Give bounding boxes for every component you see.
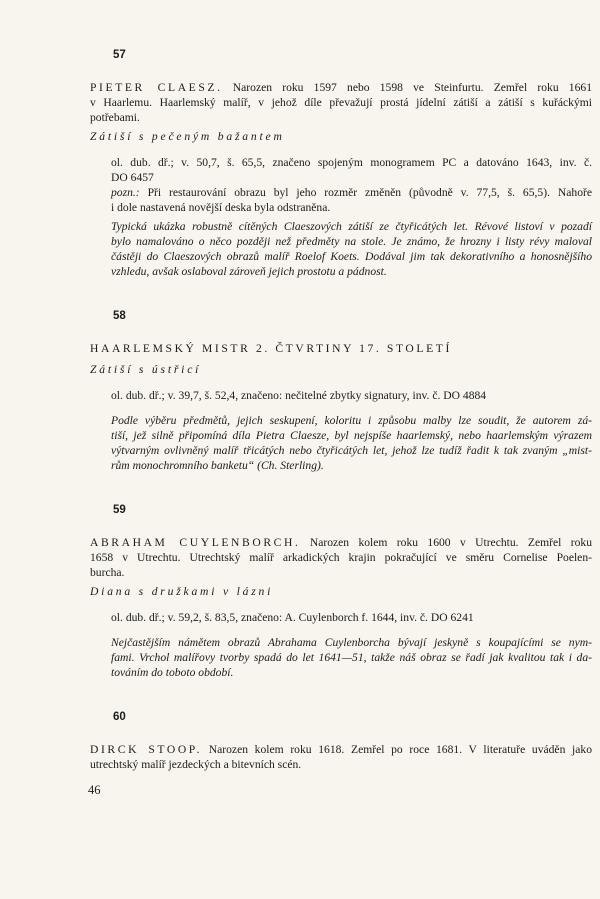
artwork-title: Zátiší s pečeným bažantem: [90, 130, 285, 143]
commentary: Typická ukázka robustně cítěných Claeszových zátiší ze čtyřicátých let. Révové listoví v pozadí bylo namalováno o něco později než předměty na stole. Je známo, že hrozny i listy révy maloval částěji do Claeszových obrazů malíř Roelof Koets. Dodával jim tak dekorativního a honosnějšího vzhledu, avšak oslaboval zároveň jejich prostotu a pádnost.: [111, 220, 592, 278]
artist-name: ABRAHAM CUYLENBORCH.: [90, 536, 301, 549]
entry-number: 58: [113, 310, 126, 322]
artwork-title: Diana s družkami v lázni: [90, 585, 274, 598]
commentary: Podle výběru předmětů, jejich seskupení, koloritu i způsobu malby lze soudit, že autorem zá- tiší, jež silně připomíná díla Pietra Claesze, byl nejspíše haarlemský, nebo haarlemským výrazem výtvarným ovlivněný malíř třicátých nebo čtyřicátých let, jehož lze tudíž řadit k tak zvaným „mist- rům monochromního banketu“ (Ch. Sterling).: [111, 414, 592, 472]
artist-name: DIRCK STOOP.: [90, 743, 203, 756]
artwork-details: ol. dub. dř.; v. 50,7, š. 65,5, značeno spojeným monogramem PC a datováno 1643, inv. č. DO 6457 pozn.: Při restaurování obrazu byl jeho rozměr změněn (původně v. 77,5, š. 65,5). Nahoře i dole nastavená novější deska byla odstraněna.: [111, 156, 592, 214]
entry-bio: DIRCK STOOP. Narozen kolem roku 1618. Zemřel po roce 1681. V literatuře uváděn jako utrechtský malíř jezdeckých a bitevních scén.: [90, 743, 592, 771]
entry-bio: [90, 341, 592, 356]
commentary: Nejčastějším námětem obrazů Abrahama Cuylenborcha bývají jeskyně s koupajícími se nym- fami. Vrchol malířovy tvorby spadá do let 1641—51, takže náš obraz se řadí jak kvalitou tak i da- továním do toboto období.: [111, 636, 592, 679]
entry-number: 59: [113, 504, 126, 516]
entry-number: 57: [113, 49, 126, 61]
entry-number: 60: [113, 711, 126, 723]
artist-name: PIETER CLAESZ.: [90, 81, 223, 94]
entry-bio: PIETER CLAESZ. Narozen roku 1597 nebo 1598 ve Steinfurtu. Zemřel roku 1661 v Haarlemu. Haarlemský malíř, v jehož díle převažují prostá jídelní zátiší a zátiší s kuřáckými potřebami.: [90, 81, 592, 124]
artwork-details: ol. dub. dř.; v. 39,7, š. 52,4, značeno: nečitelné zbytky signatury, inv. č. DO 4884: [111, 389, 487, 402]
artwork-title: Zátiší s ústřicí: [90, 363, 202, 376]
artwork-details: ol. dub. dř.; v. 59,2, š. 83,5, značeno: A. Cuylenborch f. 1644, inv. č. DO 6241: [111, 611, 474, 624]
artist-name: HAARLEMSKÝ MISTR 2. ČTVRTINY 17. STOLETÍ: [90, 342, 452, 355]
page-number: 46: [88, 783, 101, 797]
note-label: pozn.:: [111, 186, 140, 199]
entry-bio: ABRAHAM CUYLENBORCH. Narozen kolem roku 1600 v Utrechtu. Zemřel roku 1658 v Utrechtu. Utrechtský malíř arkadických krajin pokračující ve směru Cornelise Poelen- burcha.: [90, 536, 592, 579]
